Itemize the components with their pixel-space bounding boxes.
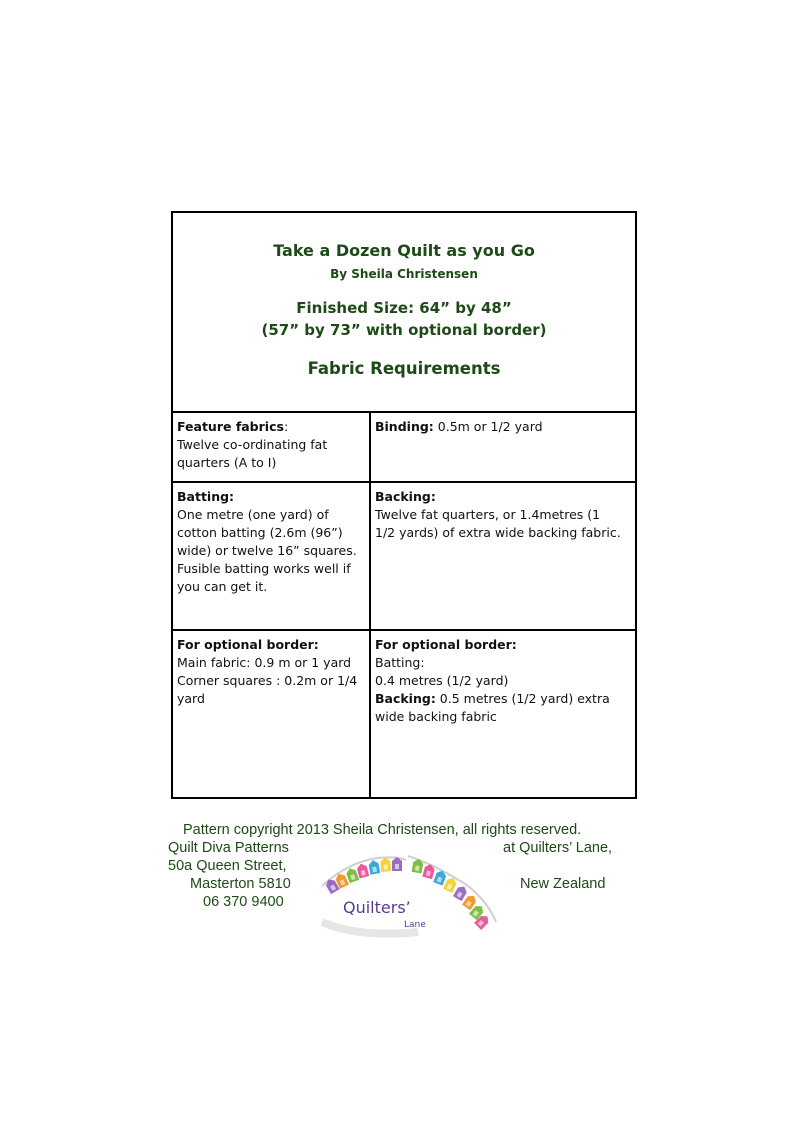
optional-border-backing-cell: For optional border: Batting: 0.4 metres (1/2 yard) Backing: 0.5 metres (1/2 yard) extra wide backing fabric — [371, 631, 635, 797]
logo-subtitle: Lane — [404, 920, 426, 930]
requirements-row — [173, 483, 635, 631]
pattern-author: By Sheila Christensen — [330, 267, 478, 281]
requirements-row — [173, 413, 635, 483]
sheet-header — [173, 213, 635, 413]
cell-heading: For optional border: — [177, 637, 319, 652]
fabric-requirements-sheet — [171, 211, 637, 799]
street-address: 50a Queen Street, — [168, 858, 287, 874]
backing-cell: Backing: Twelve fat quarters, or 1.4metres (1 1/2 yards) of extra wide backing fabric. — [371, 483, 635, 629]
cell-heading: Backing: — [375, 489, 436, 504]
shop-name: at Quilters’ Lane, — [503, 840, 613, 856]
logo-wordmark: Quilters’ — [343, 898, 411, 917]
cell-heading: Feature fabrics — [177, 419, 284, 434]
requirements-row — [173, 631, 635, 797]
cell-heading: For optional border: — [375, 637, 517, 652]
company-name: Quilt Diva Patterns — [168, 840, 289, 856]
copyright-notice: Pattern copyright 2013 Sheila Christensen, all rights reserved. — [183, 822, 582, 838]
binding-cell: Binding: 0.5m or 1/2 yard — [375, 419, 543, 434]
country: New Zealand — [520, 876, 606, 892]
section-heading: Fabric Requirements — [307, 359, 501, 378]
phone-number: 06 370 9400 — [203, 894, 284, 910]
finished-size-with-border: (57” by 73” with optional border) — [261, 321, 547, 339]
city-address: Masterton 5810 — [190, 876, 291, 892]
pattern-title: Take a Dozen Quilt as you Go — [273, 241, 535, 260]
batting-cell: Batting: One metre (one yard) of cotton batting (2.6m (96”) wide) or twelve 16” squares. Fusible batting works well if you can get it. — [173, 483, 371, 629]
finished-size: Finished Size: 64” by 48” — [296, 299, 512, 317]
cell-heading: Batting: — [177, 489, 235, 504]
cell-heading: Binding: — [375, 419, 434, 434]
optional-border-fabric-cell: For optional border: Main fabric: 0.9 m or 1 yard Corner squares : 0.2m or 1/4 yard — [173, 631, 371, 797]
feature-fabrics-cell: Feature fabrics: Twelve co-ordinating fat quarters (A to I) — [173, 413, 371, 481]
